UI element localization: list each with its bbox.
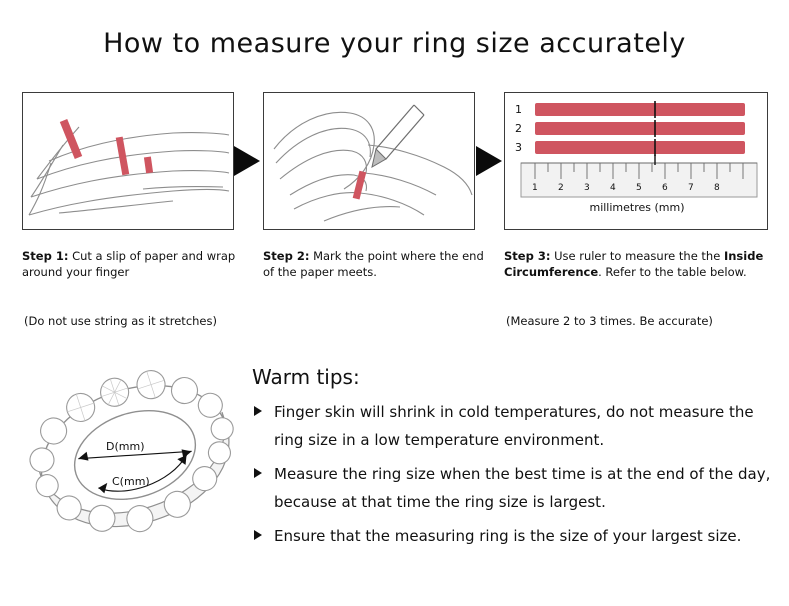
ring-diagram — [20, 345, 250, 565]
bullet-triangle-icon — [254, 530, 262, 540]
warm-tips-heading: Warm tips: — [252, 365, 360, 389]
list-item — [252, 522, 772, 550]
tip-text: Ensure that the measuring ring is the size of your largest size. — [274, 527, 742, 545]
tip-text: Finger skin will shrink in cold temperatures, do not measure the ring size in a low temperature environment. — [274, 403, 754, 449]
hand-marking-pen-drawing — [264, 93, 475, 230]
bullet-triangle-icon — [254, 468, 262, 478]
svg-text:5: 5 — [636, 183, 642, 193]
step-3-caption — [504, 248, 772, 280]
ring-circumference-label: C(mm) — [112, 475, 150, 488]
step-1-text: Cut a slip of paper and wrap around your finger — [22, 249, 236, 279]
step-2-text: Mark the point where the end of the paper meets. — [263, 249, 484, 279]
step-2-label: Step 2: — [263, 249, 310, 263]
bullet-triangle-icon — [254, 406, 262, 416]
step-3-text-after: . Refer to the table below. — [598, 265, 747, 279]
svg-text:4: 4 — [610, 183, 616, 193]
strip-number-3: 3 — [515, 141, 522, 154]
step-3-illustration — [504, 92, 768, 230]
svg-text:7: 7 — [688, 183, 694, 193]
svg-text:2: 2 — [558, 183, 564, 193]
step-2-illustration — [263, 92, 475, 230]
arrow-step1-to-step2 — [234, 146, 260, 176]
list-item — [252, 398, 772, 454]
step-2-caption — [263, 248, 495, 280]
strip-number-1: 1 — [515, 103, 522, 116]
ring-diameter-label: D(mm) — [106, 440, 145, 453]
svg-text:3: 3 — [584, 183, 590, 193]
page-title: How to measure your ring size accurately — [103, 28, 686, 59]
step-3-label: Step 3: — [504, 249, 551, 263]
step-1-caption — [22, 248, 254, 280]
step-1-note: (Do not use string as it stretches) — [24, 314, 217, 328]
step-1-label: Step 1: — [22, 249, 69, 263]
step-3-emphasis: Inside Circumference — [504, 249, 764, 279]
tip-text: Measure the ring size when the best time is at the end of the day, because at that time the ring size is largest. — [274, 465, 771, 511]
warm-tips-list — [252, 398, 772, 556]
ruler-unit-label: millimetres (mm) — [589, 201, 685, 214]
strip-number-2: 2 — [515, 122, 522, 135]
svg-text:6: 6 — [662, 183, 668, 193]
svg-text:8: 8 — [714, 183, 720, 193]
list-item — [252, 460, 772, 516]
step-1-illustration — [22, 92, 234, 230]
hand-paper-slip-drawing — [23, 93, 234, 230]
step-3-text: Use ruler to measure the the — [550, 249, 724, 263]
step-3-note: (Measure 2 to 3 times. Be accurate) — [506, 314, 713, 328]
arrow-step2-to-step3 — [476, 146, 502, 176]
svg-text:1: 1 — [532, 183, 538, 193]
